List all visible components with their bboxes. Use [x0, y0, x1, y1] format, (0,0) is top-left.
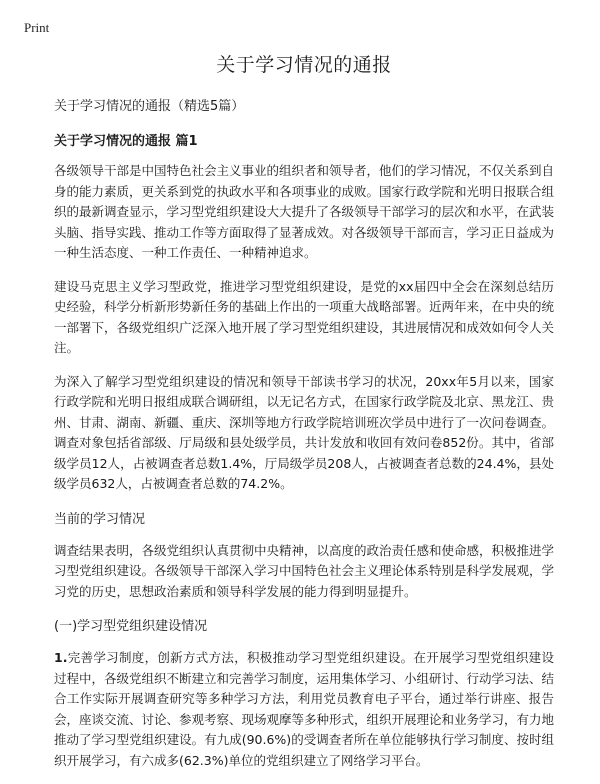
- document-subtitle: 关于学习情况的通报（精选5篇）: [54, 99, 245, 114]
- print-link[interactable]: Print: [24, 20, 50, 35]
- section-heading: 关于学习情况的通报 篇1: [54, 134, 198, 149]
- list-item: [54, 648, 554, 771]
- paragraph: 为深入了解学习型党组织建设的情况和领导干部读书学习的状况，20xx年5月以来，国家行政学院和光明日报组成联合调研组，以无记名方式，在国家行政学院及北京、黑龙江、贵州、甘肃、湖南、新疆、重庆、深圳等地方行政学院培训班次学员中进行了一次问卷调查。调查对象包括省部级、厅局级和县处级学员，共计发放和收回有效问卷852份。其中，省部级学员12人，占被调查者总数1.4%，厅局级学员208人，占被调查者总数的24.4%，县处级学员632人，占被调查者总数的74.2%。: [54, 373, 555, 491]
- paragraph: 各级领导干部是中国特色社会主义事业的组织者和领导者，他们的学习情况，不仅关系到自身的能力素质，更关系到党的执政水平和各项事业的成败。国家行政学院和光明日报联合组织的最新调查显示，学习型党组织建设大大提升了各级领导干部学习的层次和水平，在武装头脑、指导实践、推动工作等方面取得了显著成效。对各级领导干部而言，学习正日益成为一种生活态度、一种工作责任、一种精神追求。: [54, 163, 555, 260]
- paragraph: 建设马克思主义学习型政党，推进学习型党组织建设，是党的xx届四中全会在深刻总结历史经验，科学分析新形势新任务的基础上作出的一项重大战略部署。近两年来，在中央的统一部署下，各级党组织广泛深入地开展了学习型党组织建设，其进展情况和成效如何令人关注。: [54, 278, 555, 355]
- list-item-text: 完善学习制度，创新方式方法，积极推动学习型党组织建设。在开展学习型党组织建设过程中，各级党组织不断建立和完善学习制度，运用集体学习、小组研讨、行动学习法、结合工作实际开展调查研究等多种学习方法，利用党员教育电子平台，通过举行讲座、报告会，座谈交流、讨论、参观考察、现场观摩等多种形式，组织开展理论和业务学习，有力地推动了学习型党组织建设。有九成(90.6%)的受调查者所在单位能够执行学习制度、按时组织开展学习，有六成多(62.3%)单位的党组织建立了网络学习平台。: [54, 650, 555, 768]
- document-page: [54, 50, 554, 784]
- paragraph: 调查结果表明，各级党组织认真贯彻中央精神，以高度的政治责任感和使命感，积极推进学习型党组织建设。各级领导干部深入学习中国特色社会主义理论体系特别是科学发展观，学习党的历史，思想政治素质和领导科学发展的能力得到明显提升。: [54, 542, 555, 599]
- subsection-heading: (一)学习型党组织建设情况: [54, 619, 208, 634]
- current-situation-heading: 当前的学习情况: [54, 511, 146, 527]
- document-title: 关于学习情况的通报: [216, 54, 392, 76]
- list-item-number: 1.: [54, 650, 68, 665]
